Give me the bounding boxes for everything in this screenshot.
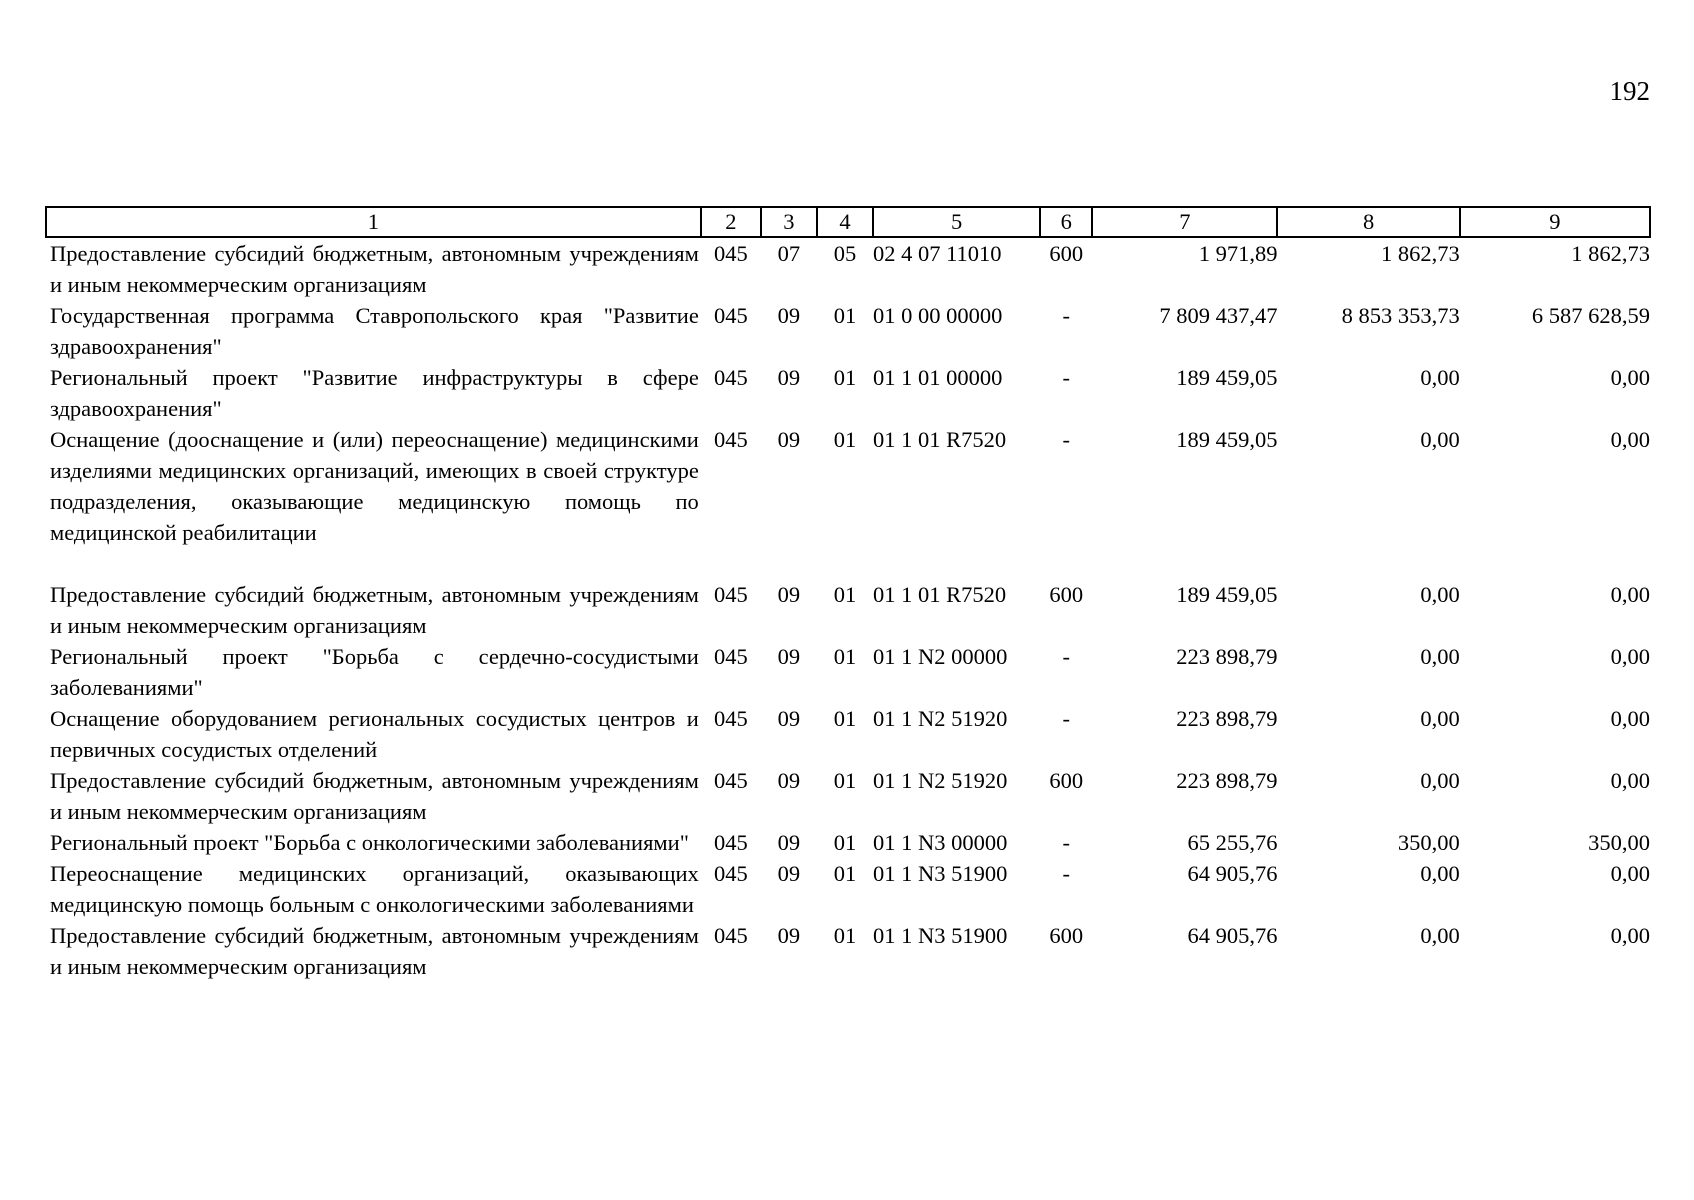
table-row	[46, 300, 1650, 362]
amount-col-7: 223 898,79	[1176, 768, 1278, 793]
target-article-code: 01 1 N3 51900	[873, 861, 1008, 886]
column-header-6: 6	[1040, 207, 1092, 237]
row-name: Региональный проект "Борьба с онкологическими заболеваниями"	[50, 830, 689, 855]
subsection-code: 01	[833, 365, 857, 390]
row-name: Предоставление субсидий бюджетным, автономным учреждениям и иным некоммерческим организациям	[50, 582, 699, 638]
section-code: 09	[777, 427, 801, 452]
expense-type-code: 600	[1049, 582, 1084, 607]
amount-col-8: 0,00	[1420, 706, 1460, 731]
header-row	[46, 207, 1650, 237]
expense-type-code: -	[1062, 365, 1070, 390]
table-row	[46, 827, 1650, 858]
target-article-code: 01 0 00 00000	[873, 303, 1003, 328]
target-article-code: 01 1 01 R7520	[873, 582, 1007, 607]
table-row	[46, 362, 1650, 424]
column-header-1: 1	[46, 207, 701, 237]
amount-col-8: 8 853 353,73	[1341, 303, 1460, 328]
section-code: 09	[777, 582, 801, 607]
amount-col-9: 0,00	[1610, 923, 1650, 948]
subsection-code: 01	[833, 706, 857, 731]
target-article-code: 01 1 N2 51920	[873, 706, 1008, 731]
amount-col-7: 189 459,05	[1176, 582, 1278, 607]
expense-type-code: -	[1062, 427, 1070, 452]
amount-col-7: 1 971,89	[1198, 241, 1278, 266]
admin-code: 045	[713, 768, 748, 793]
admin-code: 045	[713, 861, 748, 886]
budget-table	[45, 206, 1651, 982]
admin-code: 045	[713, 830, 748, 855]
admin-code: 045	[713, 582, 748, 607]
target-article-code: 01 1 N3 51900	[873, 923, 1008, 948]
admin-code: 045	[713, 303, 748, 328]
admin-code: 045	[713, 365, 748, 390]
target-article-code: 01 1 01 R7520	[873, 427, 1007, 452]
section-code: 09	[777, 768, 801, 793]
amount-col-7: 65 255,76	[1187, 830, 1278, 855]
column-header-2: 2	[701, 207, 761, 237]
section-code: 09	[777, 830, 801, 855]
expense-type-code: -	[1062, 830, 1070, 855]
row-name: Переоснащение медицинских организаций, оказывающих медицинскую помощь больным с онкологическими заболеваниями	[50, 861, 699, 917]
amount-col-9: 1 862,73	[1571, 241, 1650, 266]
amount-col-7: 64 905,76	[1187, 861, 1278, 886]
subsection-code: 01	[833, 427, 857, 452]
admin-code: 045	[713, 241, 748, 266]
amount-col-8: 0,00	[1420, 582, 1460, 607]
table-row	[46, 920, 1650, 982]
column-header-5: 5	[873, 207, 1040, 237]
subsection-code: 01	[833, 768, 857, 793]
amount-col-7: 189 459,05	[1176, 365, 1278, 390]
amount-col-7: 189 459,05	[1176, 427, 1278, 452]
row-name: Предоставление субсидий бюджетным, автономным учреждениям и иным некоммерческим организациям	[50, 241, 699, 297]
amount-col-9: 0,00	[1610, 582, 1650, 607]
section-code: 09	[777, 861, 801, 886]
row-name: Оснащение (дооснащение и (или) переоснащение) медицинскими изделиями медицинских организаций, имеющих в своей структуре подразделения, оказывающие медицинскую помощь по медицинской реабилитации	[50, 427, 699, 545]
table-row	[46, 424, 1650, 579]
admin-code: 045	[713, 427, 748, 452]
target-article-code: 01 1 N3 00000	[873, 830, 1008, 855]
amount-col-9: 0,00	[1610, 706, 1650, 731]
section-code: 09	[777, 706, 801, 731]
table-row	[46, 858, 1650, 920]
admin-code: 045	[713, 644, 748, 669]
row-name: Региональный проект "Борьба с сердечно-сосудистыми заболеваниями"	[50, 644, 699, 700]
amount-col-7: 223 898,79	[1176, 644, 1278, 669]
admin-code: 045	[713, 923, 748, 948]
section-code: 09	[777, 365, 801, 390]
target-article-code: 01 1 N2 51920	[873, 768, 1008, 793]
expense-type-code: -	[1062, 861, 1070, 886]
section-code: 09	[777, 923, 801, 948]
amount-col-9: 6 587 628,59	[1531, 303, 1650, 328]
amount-col-8: 0,00	[1420, 861, 1460, 886]
amount-col-8: 0,00	[1420, 768, 1460, 793]
amount-col-7: 7 809 437,47	[1159, 303, 1278, 328]
subsection-code: 05	[833, 241, 857, 266]
amount-col-8: 1 862,73	[1380, 241, 1460, 266]
row-name: Предоставление субсидий бюджетным, автономным учреждениям и иным некоммерческим организациям	[50, 923, 699, 979]
subsection-code: 01	[833, 303, 857, 328]
row-name: Региональный проект "Развитие инфраструктуры в сфере здравоохранения"	[50, 365, 699, 421]
amount-col-9: 0,00	[1610, 427, 1650, 452]
subsection-code: 01	[833, 861, 857, 886]
amount-col-9: 350,00	[1588, 830, 1650, 855]
amount-col-7: 64 905,76	[1187, 923, 1278, 948]
column-header-8: 8	[1277, 207, 1459, 237]
table-row	[46, 579, 1650, 641]
expense-type-code: 600	[1049, 241, 1084, 266]
section-code: 09	[777, 644, 801, 669]
amount-col-9: 0,00	[1610, 644, 1650, 669]
target-article-code: 02 4 07 11010	[873, 241, 1002, 266]
table-row	[46, 703, 1650, 765]
expense-type-code: -	[1062, 303, 1070, 328]
target-article-code: 01 1 N2 00000	[873, 644, 1008, 669]
table-row	[46, 765, 1650, 827]
amount-col-8: 0,00	[1420, 365, 1460, 390]
target-article-code: 01 1 01 00000	[873, 365, 1003, 390]
amount-col-9: 0,00	[1610, 365, 1650, 390]
row-name: Предоставление субсидий бюджетным, автономным учреждениям и иным некоммерческим организациям	[50, 768, 699, 824]
amount-col-9: 0,00	[1610, 768, 1650, 793]
table-row	[46, 237, 1650, 300]
column-header-7: 7	[1092, 207, 1277, 237]
amount-col-8: 0,00	[1420, 427, 1460, 452]
subsection-code: 01	[833, 923, 857, 948]
table-row	[46, 641, 1650, 703]
expense-type-code: 600	[1049, 923, 1084, 948]
admin-code: 045	[713, 706, 748, 731]
subsection-code: 01	[833, 582, 857, 607]
section-code: 09	[777, 303, 801, 328]
subsection-code: 01	[833, 830, 857, 855]
section-code: 07	[777, 241, 801, 266]
column-header-4: 4	[817, 207, 873, 237]
column-header-9: 9	[1460, 207, 1650, 237]
expense-type-code: 600	[1049, 768, 1084, 793]
page-number: 192	[1609, 76, 1650, 106]
amount-col-8: 0,00	[1420, 923, 1460, 948]
row-name: Оснащение оборудованием региональных сосудистых центров и первичных сосудистых отделений	[50, 706, 699, 762]
expense-type-code: -	[1062, 706, 1070, 731]
amount-col-8: 350,00	[1397, 830, 1460, 855]
row-name: Государственная программа Ставропольского края "Развитие здравоохранения"	[50, 303, 699, 359]
column-header-3: 3	[761, 207, 817, 237]
amount-col-9: 0,00	[1610, 861, 1650, 886]
amount-col-7: 223 898,79	[1176, 706, 1278, 731]
subsection-code: 01	[833, 644, 857, 669]
expense-type-code: -	[1062, 644, 1070, 669]
amount-col-8: 0,00	[1420, 644, 1460, 669]
